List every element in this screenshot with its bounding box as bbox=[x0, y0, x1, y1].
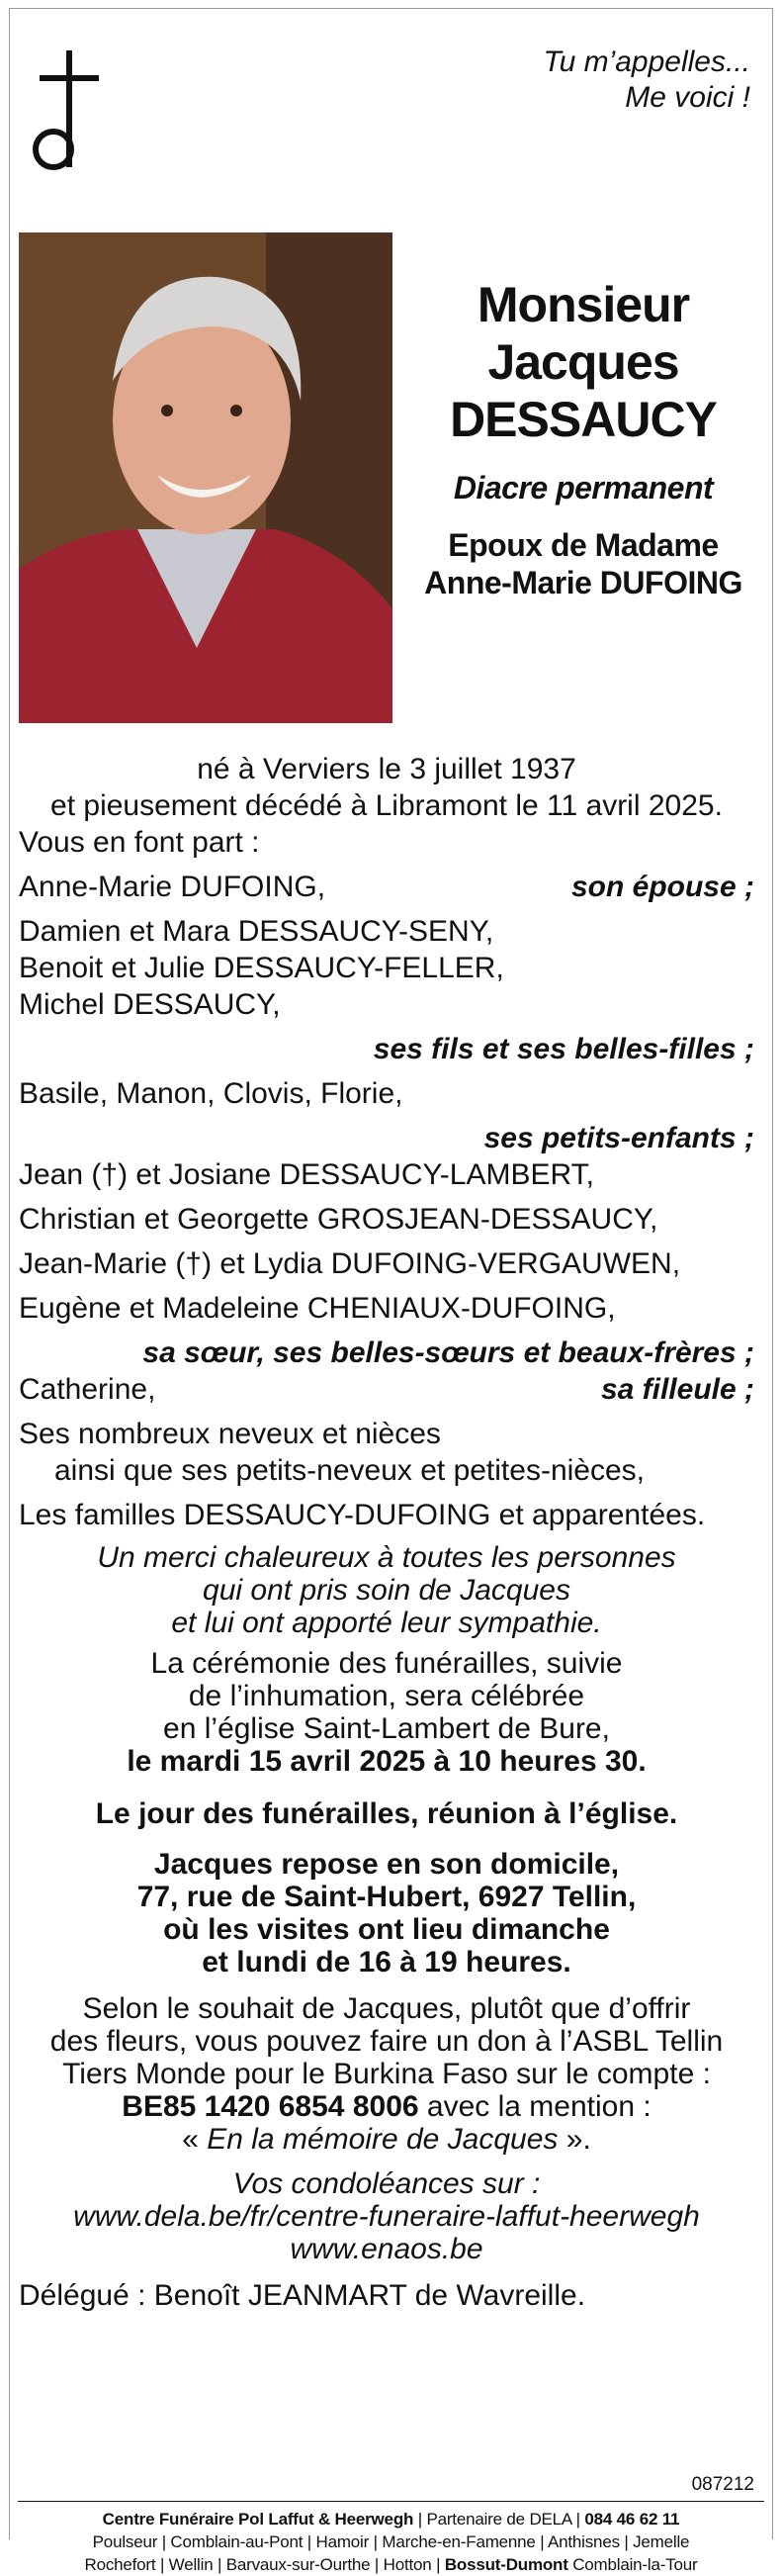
sons-list bbox=[19, 913, 754, 1023]
spouse-name: Anne-Marie DUFOING, bbox=[19, 871, 326, 903]
footer bbox=[10, 2508, 772, 2576]
announcement-text bbox=[19, 751, 754, 2314]
ceremony-block bbox=[19, 1647, 754, 1778]
siblings-relation: sa sœur, ses belles-sœurs et beaux-frères ; bbox=[142, 1336, 754, 1369]
intro-line: Vous en font part : bbox=[19, 826, 260, 859]
first-name: Jacques bbox=[487, 334, 679, 390]
reference-number: 087212 bbox=[691, 2474, 754, 2495]
goddaughter-name: Catherine, bbox=[19, 1373, 156, 1406]
quote-open: « bbox=[182, 2123, 208, 2156]
siblings-list bbox=[19, 1156, 754, 1327]
spouse-line-2: Anne-Marie DUFOING bbox=[424, 565, 742, 600]
death-line: et pieusement décédé à Libramont le 11 avril 2025. bbox=[50, 789, 723, 822]
ceremony-date: le mardi 15 avril 2025 à 10 heures 30. bbox=[127, 1745, 647, 1778]
thanks-line: qui ont pris soin de Jacques bbox=[203, 1574, 570, 1607]
rest-block bbox=[19, 1848, 754, 1978]
grandchildren-relation: ses petits-enfants ; bbox=[483, 1122, 754, 1154]
sons-relation: ses fils et ses belles-filles ; bbox=[373, 1033, 754, 1065]
obituary-page bbox=[9, 8, 773, 2574]
footer-line-2: Poulseur | Comblain-au-Pont | Hamoir | Marche-en-Famenne | Anthisnes | Jemelle bbox=[92, 2532, 690, 2551]
motto bbox=[543, 45, 750, 116]
condolences-label: Vos condoléances sur : bbox=[232, 2167, 541, 2200]
donation-line: Selon le souhait de Jacques, plutôt que d’offrir bbox=[82, 1992, 691, 2025]
list-item: Christian et Georgette GROSJEAN-DESSAUCY, bbox=[19, 1203, 658, 1236]
ceremony-line: de l’inhumation, sera célébrée bbox=[188, 1680, 585, 1712]
phone-number: 084 46 62 11 bbox=[584, 2510, 680, 2529]
last-name: DESSAUCY bbox=[450, 392, 717, 447]
role: Diacre permanent bbox=[453, 470, 714, 506]
condolences-link-dela[interactable]: www.dela.be/fr/centre-funeraire-laffut-heerwegh bbox=[73, 2200, 700, 2233]
list-item: Benoit et Julie DESSAUCY-FELLER, bbox=[19, 952, 504, 984]
footer-divider bbox=[18, 2501, 764, 2502]
nephews-line: Ses nombreux neveux et nièces bbox=[19, 1418, 441, 1450]
account-number: BE85 1420 6854 8006 bbox=[122, 2090, 419, 2123]
title: Monsieur bbox=[477, 277, 690, 332]
footer-line-1 bbox=[10, 2508, 772, 2530]
list-item: Jean-Marie (†) et Lydia DUFOING-VERGAUWEN, bbox=[19, 1247, 681, 1280]
list-item: Jean (†) et Josiane DESSAUCY-LAMBERT, bbox=[19, 1158, 594, 1191]
goddaughter-row bbox=[19, 1371, 754, 1408]
cross-d-icon bbox=[30, 50, 109, 189]
locations-text: Rochefort | Wellin | Barvaux-sur-Ourthe | Hotton | bbox=[84, 2555, 445, 2574]
motto-line-1: Tu m’appelles... bbox=[543, 46, 750, 78]
donation-line: Tiers Monde pour le Burkina Faso sur le compte : bbox=[62, 2058, 711, 2090]
spouse-row bbox=[19, 869, 754, 905]
list-item: Damien et Mara DESSAUCY-SENY, bbox=[19, 915, 494, 948]
families-line: Les familles DESSAUCY-DUFOING et apparentées. bbox=[19, 1499, 706, 1531]
portrait-photo bbox=[19, 232, 392, 723]
partner-text: | Partenaire de DELA | bbox=[413, 2510, 585, 2529]
thanks-line: et lui ont apporté leur sympathie. bbox=[171, 1607, 602, 1639]
brand-bossut-dumont: Bossut-Dumont bbox=[444, 2555, 568, 2574]
spouse-relation: son épouse ; bbox=[570, 871, 754, 903]
locations-tail: Comblain-la-Tour bbox=[567, 2555, 698, 2574]
delegate-line: Délégué : Benoît JEANMART de Wavreille. bbox=[19, 2279, 586, 2312]
donation-quote bbox=[19, 2123, 754, 2156]
donation-line: des fleurs, vous pouvez faire un don à l’ASBL Tellin bbox=[49, 2025, 724, 2058]
deceased-name-block bbox=[405, 276, 761, 601]
rest-line: et lundi de 16 à 19 heures. bbox=[202, 1946, 571, 1978]
thanks-line: Un merci chaleureux à toutes les personnes bbox=[97, 1541, 676, 1574]
list-item: Eugène et Madeleine CHENIAUX-DUFOING, bbox=[19, 1292, 616, 1325]
mention-text: avec la mention : bbox=[418, 2090, 652, 2123]
footer-line-3 bbox=[10, 2553, 772, 2576]
quote-close: ». bbox=[558, 2123, 591, 2156]
motto-line-2: Me voici ! bbox=[625, 81, 750, 114]
grand-nephews-line: ainsi que ses petits-neveux et petites-nièces, bbox=[54, 1454, 645, 1487]
condolences-block bbox=[19, 2167, 754, 2265]
ceremony-line: La cérémonie des funérailles, suivie bbox=[150, 1647, 623, 1680]
quote-text: En la mémoire de Jacques bbox=[207, 2123, 559, 2156]
donation-account-line bbox=[19, 2090, 754, 2123]
goddaughter-relation: sa filleule ; bbox=[600, 1373, 754, 1406]
birth-line: né à Verviers le 3 juillet 1937 bbox=[197, 753, 576, 785]
rest-line: où les visites ont lieu dimanche bbox=[163, 1913, 610, 1946]
donation-block bbox=[19, 1992, 754, 2156]
rest-line: 77, rue de Saint-Hubert, 6927 Tellin, bbox=[136, 1881, 637, 1913]
grandchildren: Basile, Manon, Clovis, Florie, bbox=[19, 1077, 403, 1110]
spouse-line-1: Epoux de Madame bbox=[448, 527, 719, 563]
rest-line: Jacques repose en son domicile, bbox=[153, 1848, 620, 1881]
meeting-line: Le jour des funérailles, réunion à l’église. bbox=[95, 1797, 678, 1830]
condolences-link-enaos[interactable]: www.enaos.be bbox=[290, 2233, 483, 2265]
funeral-home-name: Centre Funéraire Pol Laffut & Heerwegh bbox=[102, 2510, 414, 2529]
list-item: Michel DESSAUCY, bbox=[19, 988, 281, 1021]
ceremony-line: en l’église Saint-Lambert de Bure, bbox=[163, 1712, 610, 1745]
thanks-block bbox=[19, 1541, 754, 1639]
